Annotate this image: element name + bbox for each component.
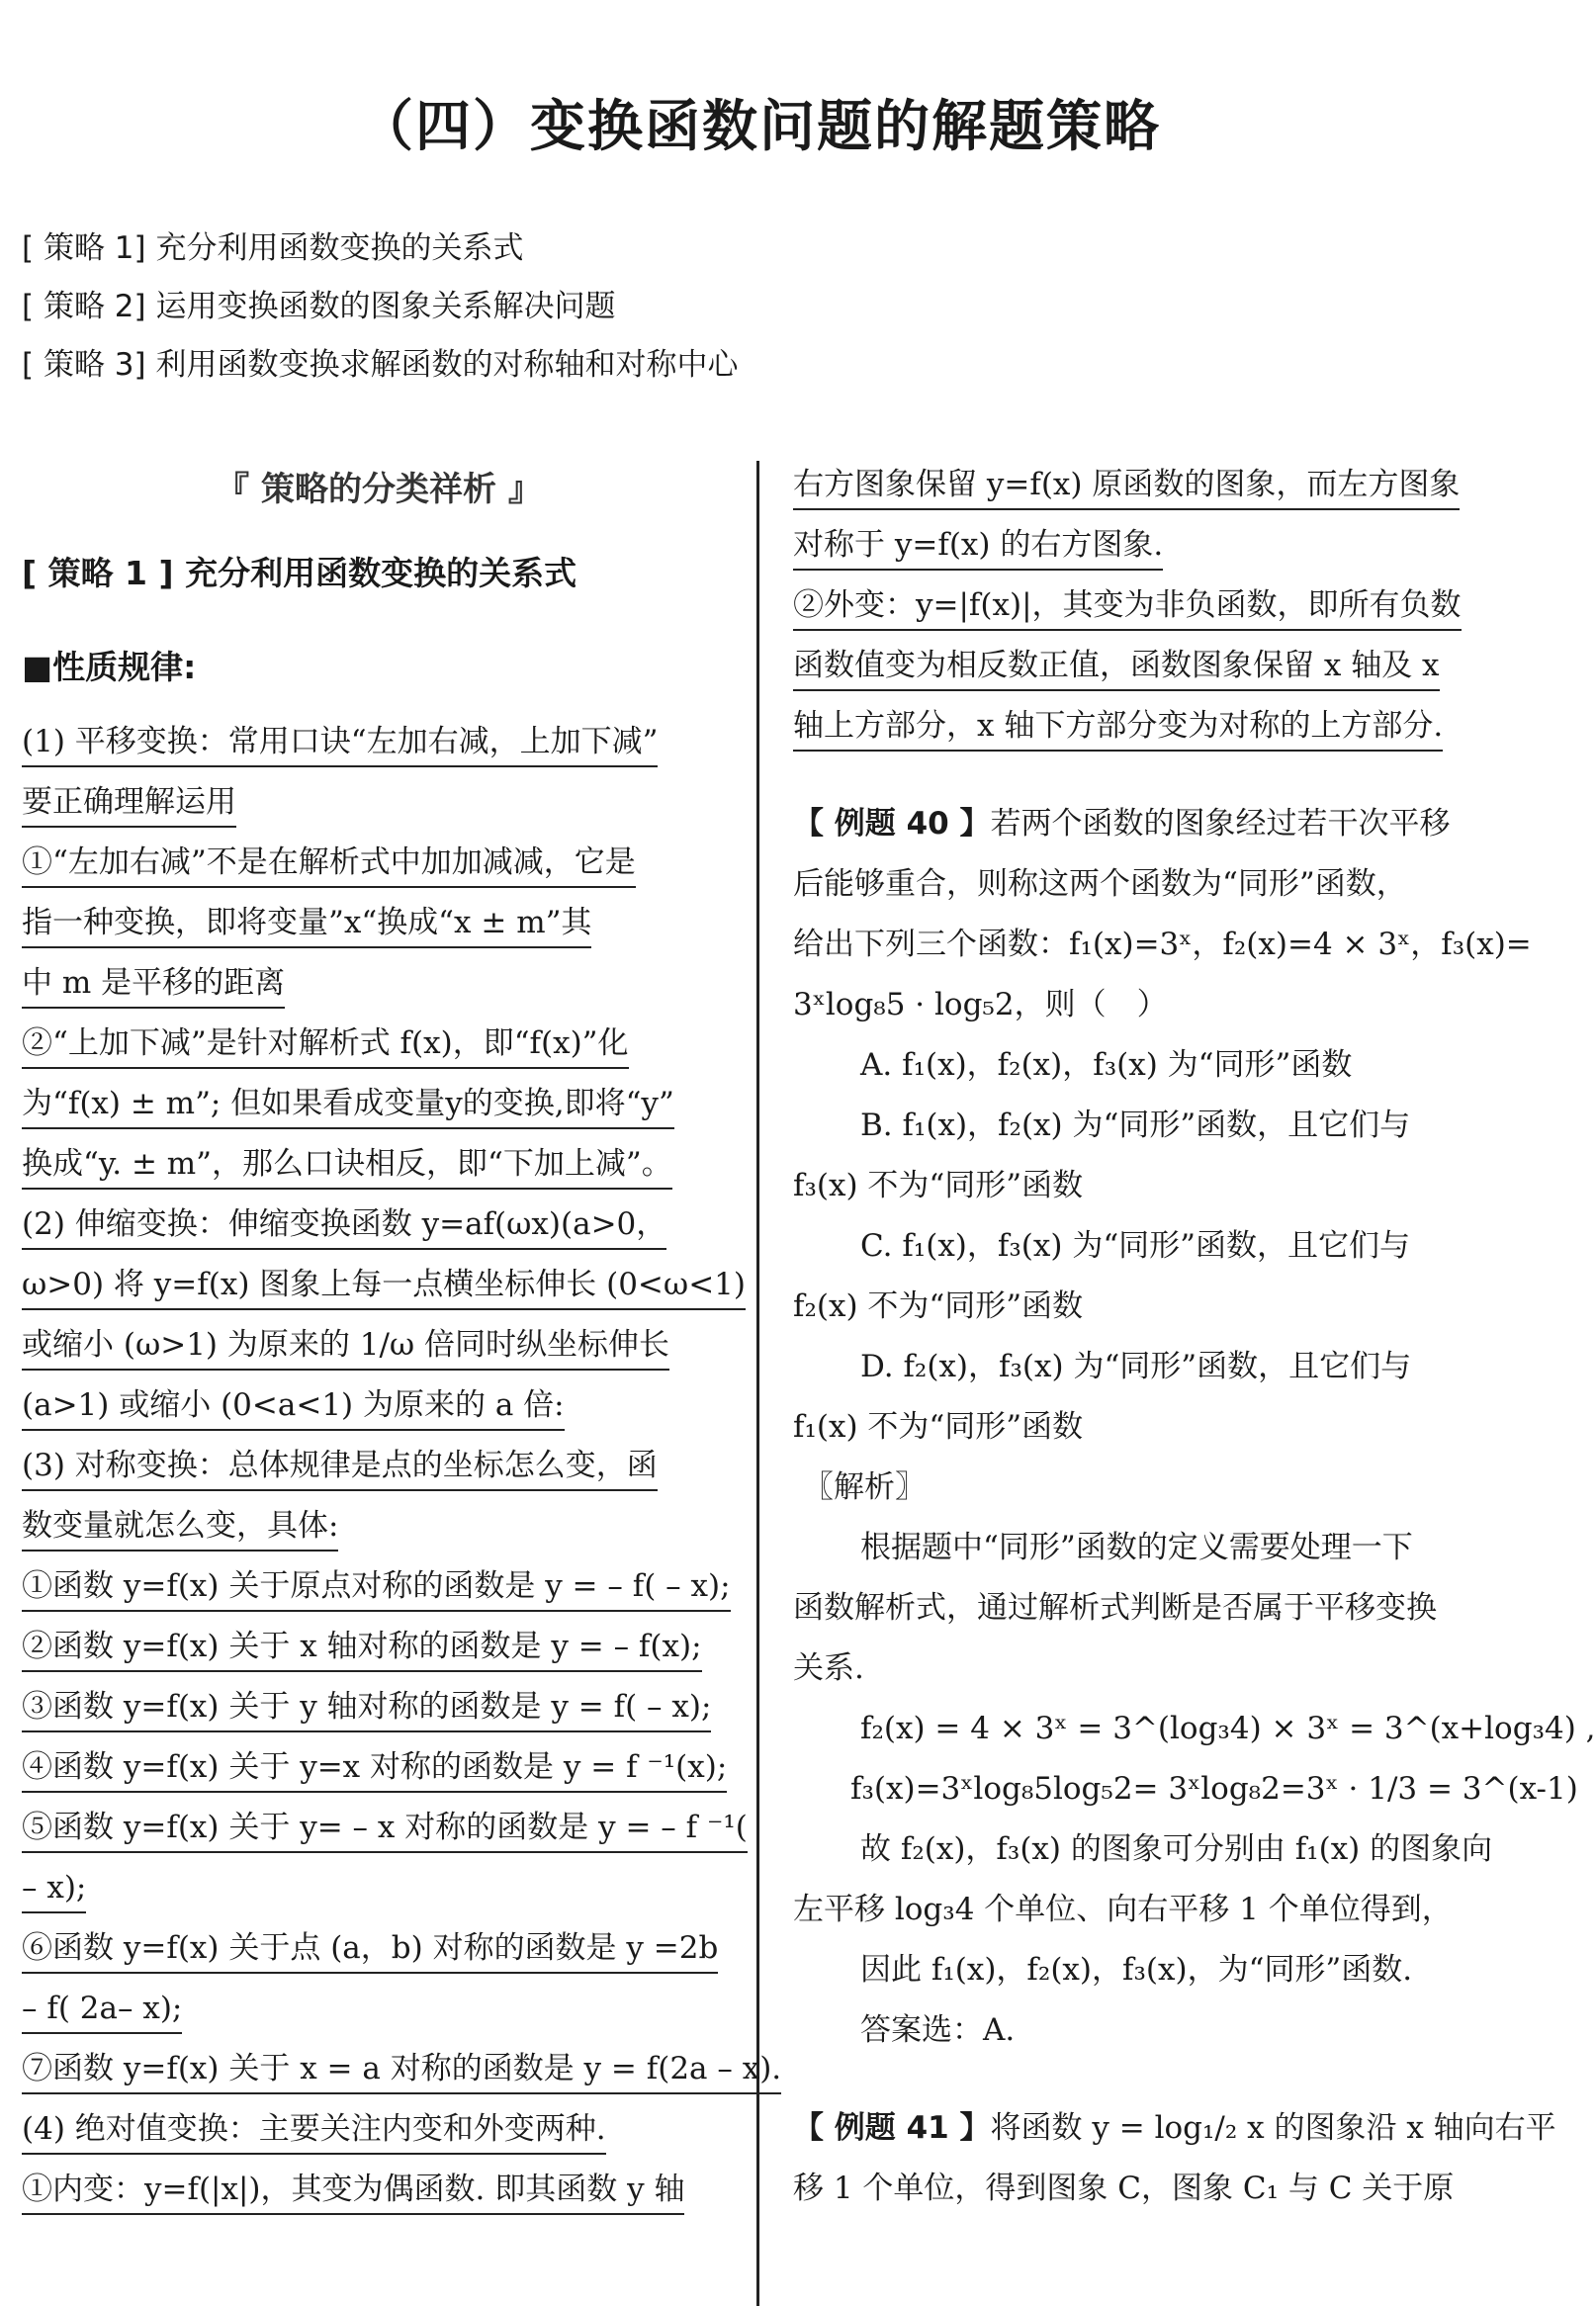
text-line: 数变量就怎么变，具体: — [22, 1496, 736, 1556]
left-column — [22, 455, 782, 2220]
analysis-line: 故 f₂(x)，f₃(x) 的图象可分别由 f₁(x) 的图象向 — [860, 1831, 1493, 1867]
strategy-item: [ 策略 3] 利用函数变换求解函数的对称轴和对称中心 — [22, 347, 739, 383]
analysis-line: 根据题中“同形”函数的定义需要处理一下 — [860, 1530, 1413, 1565]
text-line: ⑥函数 y=f(x) 关于点 (a，b) 对称的函数是 y =2b — [22, 1918, 736, 1979]
text-line: – x); — [22, 1858, 736, 1918]
text-line: 轴上方部分，x 轴下方部分变为对称的上方部分. — [793, 696, 1497, 756]
text-line: ④函数 y=f(x) 关于 y=x 对称的函数是 y = f ⁻¹(x); — [22, 1737, 736, 1798]
example-40 — [793, 794, 1497, 854]
strategy-heading: [ 策略 1 ] 充分利用函数变换的关系式 — [22, 554, 577, 592]
example-label: 【 例题 41 】 — [793, 2110, 991, 2146]
text-line: 给出下列三个函数：f₁(x)=3ˣ，f₂(x)=4 × 3ˣ，f₃(x)= — [793, 927, 1532, 962]
analysis-line: 因此 f₁(x)，f₂(x)，f₃(x)，为“同形”函数. — [860, 1952, 1413, 1988]
text-line: 换成“y. ± m”，那么口诀相反，即“下加上减”。 — [22, 1134, 736, 1195]
text-line: (1) 平移变换：常用口诀“左加右减，上加下减” — [22, 712, 736, 772]
analysis-label: 〖解析〗 — [803, 1469, 926, 1505]
answer-line: 答案选：A. — [860, 2012, 1016, 2048]
text-line: 对称于 y=f(x) 的右方图象. — [793, 515, 1497, 576]
formula-line: f₃(x)=3ˣlog₈5log₅2= 3ˣlog₈2=3ˣ · 1/3 = 3^(x-1) — [850, 1771, 1578, 1807]
option-c-cont: f₂(x) 不为“同形”函数 — [793, 1288, 1084, 1324]
text-line: (2) 伸缩变换：伸缩变换函数 y=af(ωx)(a>0， — [22, 1195, 736, 1255]
example-text: 若两个函数的图象经过若干次平移 — [990, 806, 1451, 842]
text-line: 3ˣlog₈5 · log₅2，则（ ） — [793, 987, 1168, 1022]
text-line: – f( 2a– x); — [22, 1979, 736, 2039]
strategy-list — [22, 220, 738, 395]
example-text: 将函数 y = log₁/₂ x 的图象沿 x 轴向右平 — [990, 2110, 1556, 2146]
text-line: 为“f(x) ± m”; 但如果看成变量y的变换,即将“y” — [22, 1074, 736, 1134]
page-title: （四）变换函数问题的解题策略 — [358, 95, 1161, 159]
strategy-item: [ 策略 2] 运用变换函数的图象关系解决问题 — [22, 289, 616, 324]
option-b: B. f₁(x)，f₂(x) 为“同形”函数，且它们与 — [860, 1108, 1411, 1143]
option-b-cont: f₃(x) 不为“同形”函数 — [793, 1168, 1084, 1203]
text-line: ω>0) 将 y=f(x) 图象上每一点横坐标伸长 (0<ω<1) — [22, 1255, 736, 1315]
text-line: (4) 绝对值变换：主要关注内变和外变两种. — [22, 2099, 736, 2160]
strategy-item: [ 策略 1] 充分利用函数变换的关系式 — [22, 230, 524, 266]
option-d-cont: f₁(x) 不为“同形”函数 — [793, 1409, 1084, 1445]
text-line: 中 m 是平移的距离 — [22, 953, 736, 1014]
text-line: ①内变：y=f(|x|)，其变为偶函数. 即其函数 y 轴 — [22, 2160, 736, 2220]
text-line: 右方图象保留 y=f(x) 原函数的图象，而左方图象 — [793, 455, 1497, 515]
example-label: 【 例题 40 】 — [793, 806, 991, 842]
text-line: ⑤函数 y=f(x) 关于 y= – x 对称的函数是 y = – f ⁻¹( — [22, 1798, 736, 1858]
text-line: 要正确理解运用 — [22, 772, 736, 833]
right-column — [793, 455, 1596, 2219]
rule-heading: ■性质规律: — [22, 648, 197, 686]
text-line: ③函数 y=f(x) 关于 y 轴对称的函数是 y = f( – x); — [22, 1677, 736, 1737]
text-line: 后能够重合，则称这两个函数为“同形”函数， — [793, 866, 1407, 902]
text-line: ②“上加下减”是针对解析式 f(x)，即“f(x)”化 — [22, 1014, 736, 1074]
text-line: (3) 对称变换：总体规律是点的坐标怎么变，函 — [22, 1436, 736, 1496]
text-line: 或缩小 (ω>1) 为原来的 1/ω 倍同时纵坐标伸长 — [22, 1315, 736, 1375]
column-divider — [756, 461, 759, 2306]
text-line: ⑦函数 y=f(x) 关于 x = a 对称的函数是 y = f(2a – x). — [22, 2039, 736, 2099]
analysis-line: 函数解析式，通过解析式判断是否属于平移变换 — [793, 1590, 1437, 1626]
option-a: A. f₁(x)，f₂(x)，f₃(x) 为“同形”函数 — [860, 1047, 1353, 1083]
text-line: (a>1) 或缩小 (0<a<1) 为原来的 a 倍: — [22, 1375, 736, 1436]
text-line: 函数值变为相反数正值，函数图象保留 x 轴及 x — [793, 636, 1497, 696]
text-line: ②外变：y=|f(x)|，其变为非负函数，即所有负数 — [793, 576, 1497, 636]
option-d: D. f₂(x)，f₃(x) 为“同形”函数，且它们与 — [860, 1349, 1412, 1384]
formula-line: f₂(x) = 4 × 3ˣ = 3^(log₃4) × 3ˣ = 3^(x+log₃4) , — [860, 1711, 1596, 1746]
text-line: 移 1 个单位，得到图象 C，图象 C₁ 与 C 关于原 — [793, 2171, 1455, 2206]
option-c: C. f₁(x)，f₃(x) 为“同形”函数，且它们与 — [860, 1228, 1411, 1264]
text-line: 指一种变换，即将变量”x“换成“x ± m”其 — [22, 893, 736, 953]
section-header: 『 策略的分类祥析 』 — [216, 470, 542, 509]
text-line: ②函数 y=f(x) 关于 x 轴对称的函数是 y = – f(x); — [22, 1617, 736, 1677]
text-line: ①“左加右减”不是在解析式中加加减减，它是 — [22, 833, 736, 893]
text-line: ①函数 y=f(x) 关于原点对称的函数是 y = – f( – x); — [22, 1556, 736, 1617]
example-41 — [793, 2098, 1556, 2159]
analysis-line: 左平移 log₃4 个单位、向右平移 1 个单位得到， — [793, 1892, 1453, 1927]
analysis-line: 关系. — [793, 1650, 864, 1686]
